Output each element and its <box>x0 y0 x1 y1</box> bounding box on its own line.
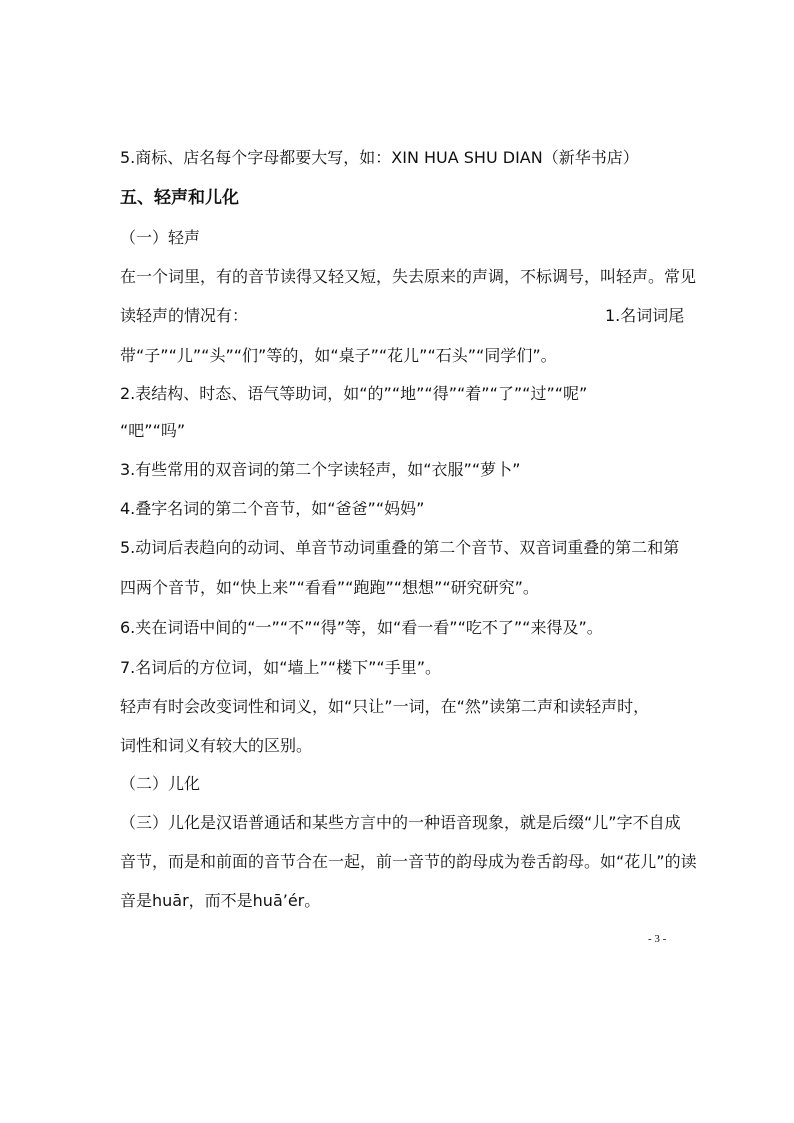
rule-one-continuation: 带“子”“儿”“头”“们”等的，如“桌子”“花儿”“石头”“同学们”。 <box>120 346 557 365</box>
page-number: - 3 - <box>648 933 667 945</box>
meaning-change-line-2: 词性和词义有较大的区别。 <box>120 736 313 755</box>
erhua-definition-line-1: （三）儿化是汉语普通话和某些方言中的一种语音现象，就是后缀“儿”字不自成 <box>120 813 681 832</box>
rule-six-line: 6.夹在词语中间的“一”“不”“得”等，如“看一看”“吃不了”“来得及”。 <box>120 618 603 637</box>
section-five-heading: 五、轻声和儿化 <box>120 188 239 208</box>
neutral-tone-definition-line-2 <box>120 305 685 327</box>
rule-seven-line: 7.名词后的方位词，如“墙上”“楼下”“手里”。 <box>120 658 442 677</box>
subsection-erhua-heading: （二）儿化 <box>120 774 201 793</box>
rule-two-line-2: “吧”“吗” <box>120 421 186 440</box>
meaning-change-line-1: 轻声有时会改变词性和词义，如“只让”一词，在“然”读第二声和读轻声时， <box>120 697 650 716</box>
rule-four-line: 4.叠字名词的第二个音节，如“爸爸”“妈妈” <box>120 499 425 518</box>
rule-two-line-1: 2.表结构、时态、语气等助词，如“的”“地”“得”“着”“了”“过”“呢” <box>120 384 588 403</box>
erhua-definition-line-3: 音是huār，而不是huā’ér。 <box>120 891 321 910</box>
common-cases-intro: 读轻声的情况有： <box>120 306 249 325</box>
rule-five-line-1: 5.动词后表趋向的动词、单音节动词重叠的第二个音节、双音词重叠的第二和第 <box>120 538 680 557</box>
rule-three-line: 3.有些常用的双音词的第二个字读轻声，如“衣服”“萝卜” <box>120 460 521 479</box>
trademark-rule-line: 5.商标、店名每个字母都要大写，如：XIN HUA SHU DIAN（新华书店） <box>120 148 639 167</box>
subsection-neutral-tone-heading: （一）轻声 <box>120 228 201 247</box>
rule-five-line-2: 四两个音节，如“快上来”“看看”“跑跑”“想想”“研究研究”。 <box>120 578 539 597</box>
rule-one-start: 1.名词词尾 <box>605 306 685 325</box>
neutral-tone-definition-line-1: 在一个词里，有的音节读得又轻又短，失去原来的声调，不标调号，叫轻声。常见 <box>120 267 697 286</box>
erhua-definition-line-2: 音节，而是和前面的音节合在一起，前一音节的韵母成为卷舌韵母。如“花儿”的读 <box>120 852 697 871</box>
